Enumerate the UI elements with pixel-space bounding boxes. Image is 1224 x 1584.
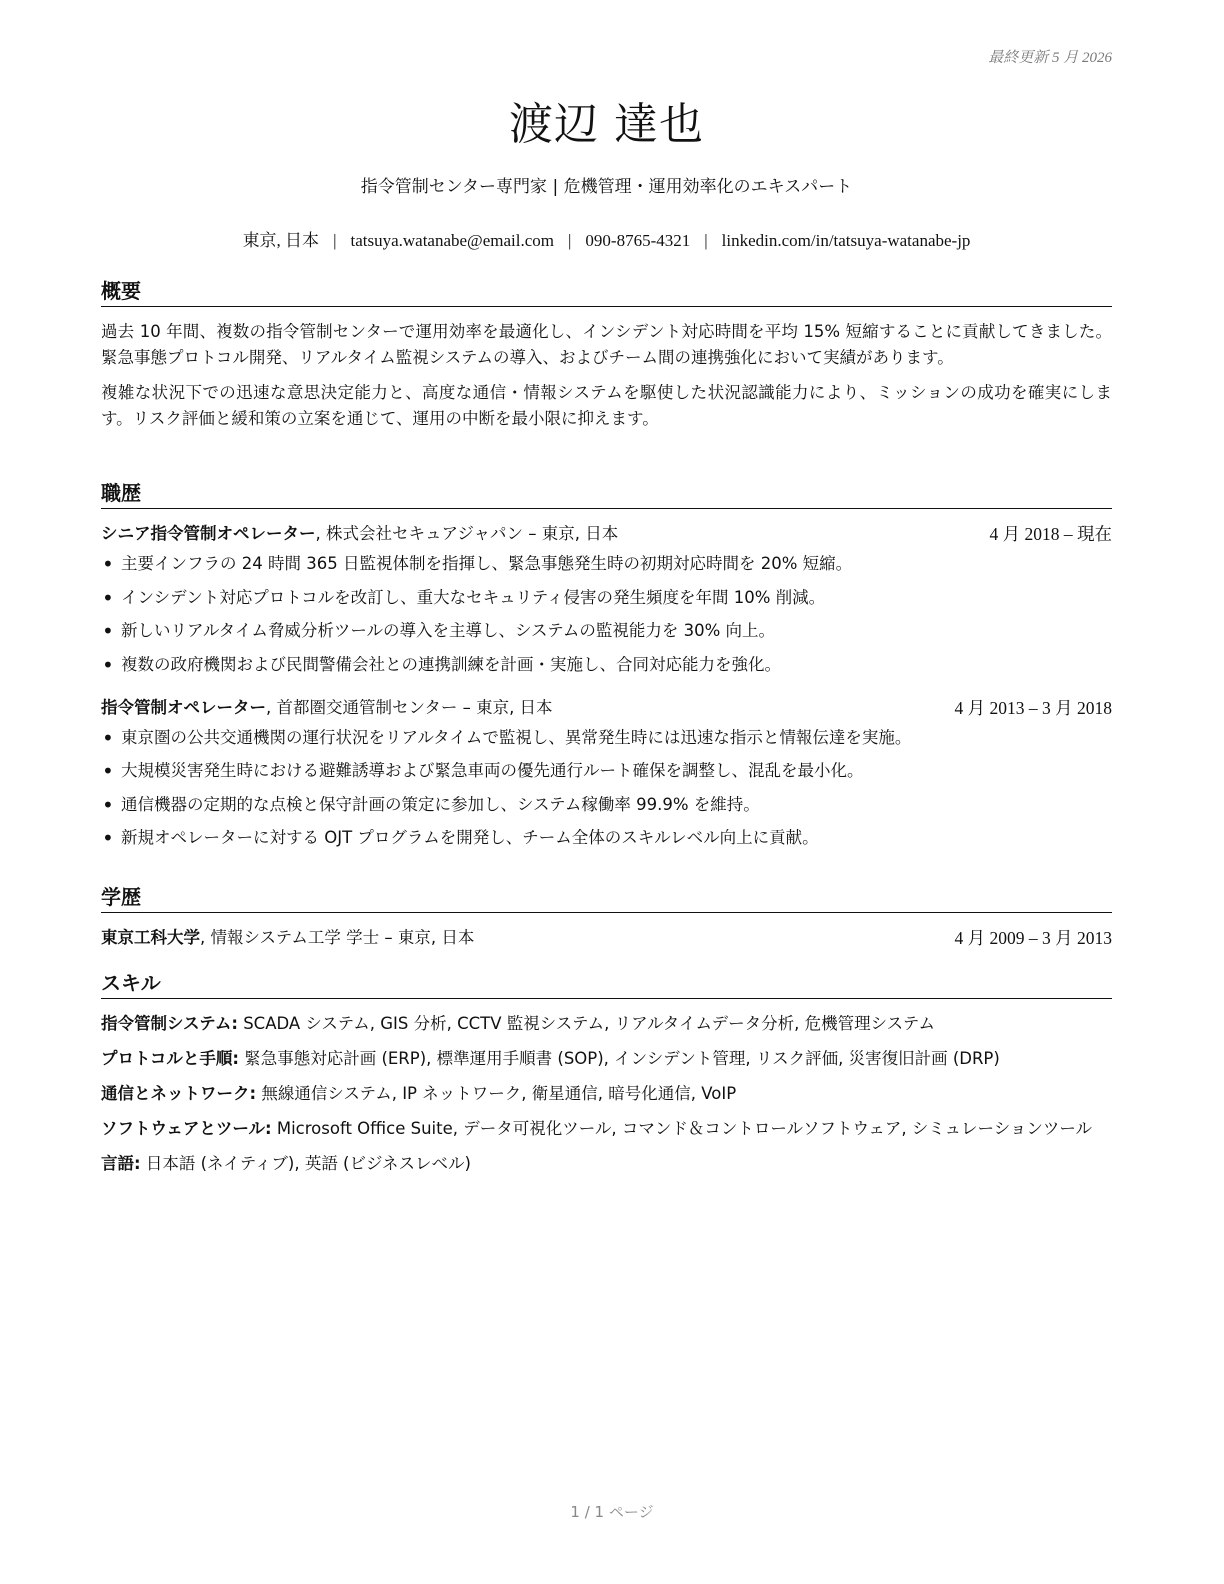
- education-entry: [101, 925, 1112, 951]
- skill-row: [101, 1151, 1112, 1177]
- job-dates: 4 月 2013 – 3 月 2018: [954, 697, 1112, 718]
- contact-email[interactable]: tatsuya.watanabe@email.com: [350, 231, 554, 250]
- job-dates: 4 月 2018 – 現在: [989, 524, 1112, 544]
- contact-separator: |: [568, 231, 572, 250]
- skill-label: 通信とネットワーク:: [101, 1084, 257, 1103]
- contact-separator: |: [704, 231, 708, 250]
- candidate-name: 渡辺 達也: [509, 99, 704, 150]
- contact-separator: |: [333, 231, 337, 250]
- job-bullets: [101, 725, 1112, 852]
- job-bullet: • 主要インフラの 24 時間 365 日監視体制を指揮し、緊急事態発生時の初期対応時間を 20% 短縮。: [101, 551, 1112, 577]
- job-role: 指令管制オペレーター: [101, 697, 266, 717]
- skills-section: [101, 970, 1112, 1186]
- page-number: 1 / 1 ページ: [570, 1503, 654, 1521]
- job-bullet: • 新しいリアルタイム脅威分析ツールの導入を主導し、システムの監視能力を 30% 向上。: [101, 618, 1112, 644]
- skill-row: [101, 1011, 1112, 1037]
- job-bullet: • 東京圏の公共交通機関の運行状況をリアルタイムで監視し、異常発生時には迅速な指示と情報伝達を実施。: [101, 725, 1112, 751]
- skill-value: 日本語 (ネイティブ), 英語 (ビジネスレベル): [140, 1154, 471, 1173]
- job-entry: [101, 521, 1112, 678]
- summary-section: [101, 278, 1112, 432]
- job-entry: [101, 695, 1112, 852]
- skill-value: SCADA システム, GIS 分析, CCTV 監視システム, リアルタイムデータ分析, 危機管理システム: [237, 1014, 935, 1033]
- job-company: , 株式会社セキュアジャパン – 東京, 日本: [315, 524, 619, 543]
- skill-value: 無線通信システム, IP ネットワーク, 衛星通信, 暗号化通信, VoIP: [256, 1084, 737, 1103]
- contact-phone: 090-8765-4321: [585, 231, 691, 250]
- contact-location: 東京, 日本: [242, 231, 320, 250]
- job-role: シニア指令管制オペレーター: [101, 524, 316, 543]
- section-title-education: 学歴: [101, 884, 1112, 913]
- contact-linkedin[interactable]: linkedin.com/in/tatsuya-watanabe-jp: [721, 231, 971, 250]
- job-company: , 首都圏交通管制センター – 東京, 日本: [266, 697, 553, 717]
- skill-row: [101, 1046, 1112, 1072]
- skill-row: [101, 1116, 1112, 1142]
- job-bullet: • インシデント対応プロトコルを改訂し、重大なセキュリティ侵害の発生頻度を年間 10% 削減。: [101, 585, 1112, 611]
- skill-row: [101, 1081, 1112, 1107]
- tagline: 指令管制センター専門家 | 危機管理・運用効率化のエキスパート: [360, 177, 853, 197]
- job-bullets: [101, 551, 1112, 678]
- education-dates: 4 月 2009 – 3 月 2013: [954, 928, 1112, 948]
- last-updated: 最終更新 5 月 2026: [988, 50, 1112, 66]
- job-bullet: • 大規模災害発生時における避難誘導および緊急車両の優先通行ルート確保を調整し、混乱を最小化。: [101, 758, 1112, 784]
- skill-value: 緊急事態対応計画 (ERP), 標準運用手順書 (SOP), インシデント管理, リスク評価, 災害復旧計画 (DRP): [238, 1049, 1000, 1068]
- section-title-experience: 職歴: [101, 480, 1112, 509]
- education-section: [101, 884, 1112, 951]
- skill-label: 指令管制システム:: [101, 1014, 238, 1033]
- job-bullet: • 通信機器の定期的な点検と保守計画の策定に参加し、システム稼働率 99.9% を維持。: [101, 792, 1112, 818]
- skills-list: [101, 1011, 1112, 1177]
- section-title-summary: 概要: [101, 278, 1112, 307]
- job-bullet: • 複数の政府機関および民間警備会社との連携訓練を計画・実施し、合同対応能力を強化。: [101, 652, 1112, 678]
- skill-label: プロトコルと手順:: [101, 1049, 239, 1068]
- summary-paragraph: 複雑な状況下での迅速な意思決定能力と、高度な通信・情報システムを駆使した状況認識能力により、ミッションの成功を確実にします。リスク評価と緩和策の立案を通じて、運用の中断を最小限に抑えます。: [101, 383, 1112, 428]
- job-bullet: • 新規オペレーターに対する OJT プログラムを開発し、チーム全体のスキルレベル向上に貢献。: [101, 825, 1112, 851]
- skill-label: 言語:: [101, 1154, 141, 1173]
- job-header: [101, 695, 1112, 721]
- school-name: 東京工科大学: [101, 928, 200, 947]
- degree-detail: , 情報システム工学 学士 – 東京, 日本: [200, 928, 475, 947]
- job-header: [101, 521, 1112, 547]
- summary-paragraph: 過去 10 年間、複数の指令管制センターで運用効率を最適化し、インシデント対応時間を平均 15% 短縮することに貢献してきました。緊急事態プロトコル開発、リアルタイム監視システムの導入、およびチーム間の連携強化において実績があります。: [101, 322, 1112, 367]
- section-title-skills: スキル: [101, 970, 1112, 999]
- skill-value: Microsoft Office Suite, データ可視化ツール, コマンド＆コントロールソフトウェア, シミュレーションツール: [271, 1119, 1093, 1138]
- skill-label: ソフトウェアとツール:: [101, 1119, 272, 1138]
- contact-line: [101, 226, 1112, 251]
- experience-section: [101, 480, 1112, 859]
